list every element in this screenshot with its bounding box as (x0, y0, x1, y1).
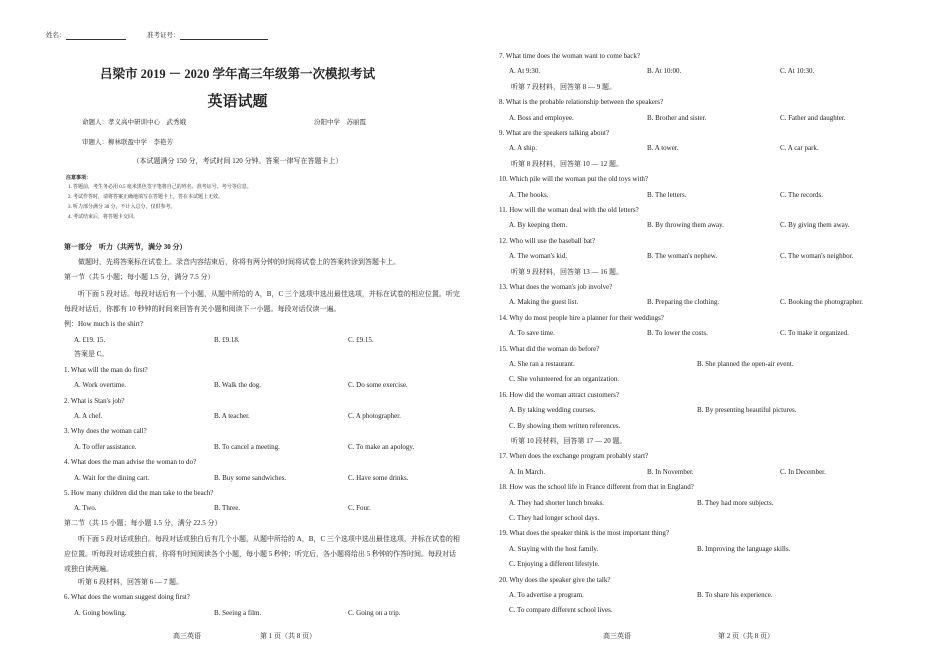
q12-option-c: C. The woman's neighbor. (780, 252, 854, 261)
q11-option-c: C. By giving them away. (780, 221, 850, 230)
q8-option-b: B. Brother and sister. (647, 113, 707, 122)
question-17: 17. When does the exchange program probably start? (499, 452, 649, 461)
q15-option-b: B. She planned the open-air event. (697, 360, 794, 368)
exam-subject: 英语试题 (207, 94, 268, 110)
id-field (147, 31, 268, 40)
q2-option-a: A. A chef. (74, 412, 103, 420)
q18-option-c: C. They had longer school days. (509, 514, 600, 522)
q7-option-a: A. At 9:30. (509, 67, 541, 76)
q3-option-a: A. To offer assistance. (74, 443, 137, 451)
q12-option-b: B. The woman's nephew. (647, 252, 718, 261)
q14-option-c: C. To make it organized. (780, 329, 849, 338)
q20-option-a: A. To advertise a program. (509, 591, 584, 599)
q13-option-c: C. Booking the photographer. (780, 298, 864, 307)
material-note-12: 听第 9 段材料，回答第 13 — 16 题。 (511, 267, 623, 276)
q10-option-a: A. The books. (509, 190, 549, 199)
q6-option-c: C. Going on a trip. (348, 609, 401, 617)
q13-option-b: B. Preparing the clothing. (647, 298, 720, 307)
q10-option-c: C. The records. (780, 190, 824, 199)
question-6: 6. What does the woman suggest doing first? (64, 593, 190, 601)
part1-intro: 做题时，先将答案标在试卷上。录音内容结束后，你将有两分钟的时间将试卷上的答案转涂到答题卡上。 (78, 258, 400, 266)
q9-option-a: A. A ship. (509, 144, 538, 153)
q3-option-b: B. To cancel a meeting. (214, 443, 280, 451)
footer-page-right: 第 2 页（共 8 页） (718, 632, 774, 640)
q2-option-b: B. A teacher. (214, 412, 250, 420)
q4-option-a: A. Wait for the dining cart. (74, 474, 150, 482)
question-3: 3. Why does the woman call? (64, 427, 147, 435)
q10-option-b: B. The letters. (647, 190, 687, 199)
question-13: 13. What does the woman's job involve? (499, 283, 613, 291)
author-1: 命题人：孝义高中研训中心 武秀娥 (82, 119, 186, 126)
instruction-1: 1. 答题前，考生务必用 0.5 毫米黑色签字笔将自己的姓名、准考证号、考号等信息。 (68, 185, 252, 190)
instruction-4: 4. 考试结束后，将答题卡交回。 (68, 215, 139, 220)
q1-option-b: B. Walk the dog. (214, 381, 261, 389)
q18-option-b: B. They had more subjects. (697, 498, 774, 507)
question-18: 18. How was the school life in France different from that in England? (499, 483, 694, 492)
q9-option-c: C. A car park. (780, 144, 819, 153)
q7-option-b: B. At 10:00. (647, 67, 682, 76)
q7-option-c: C. At 10:30. (780, 67, 815, 76)
question-12: 12. Who will use the baseball bat? (499, 236, 596, 245)
q1-option-c: C. Do some exercise. (348, 381, 408, 389)
author-2: 汾阳中学 苏丽霞 (314, 119, 366, 126)
q14-option-a: A. To save time. (509, 329, 555, 338)
instructions-title: 注意事项： (66, 176, 92, 181)
material-6: 听第 6 段材料，回答第 6 — 7 题。 (78, 578, 183, 586)
question-15: 15. What did the woman do before? (499, 344, 600, 353)
question-19: 19. What does the speaker think is the most important thing? (499, 529, 669, 538)
q16-option-c: C. By showing them written references. (509, 421, 621, 430)
q17-option-b: B. In November. (647, 467, 694, 476)
example-question: 例：How much is the shirt? (64, 320, 143, 328)
name-underline (66, 32, 126, 40)
q1-option-a: A. Work overtime. (74, 381, 127, 389)
question-11: 11. How will the woman deal with the old letters? (499, 206, 639, 214)
q19-option-a: A. Staying with the host family. (509, 544, 599, 553)
question-14: 14. Why do most people hire a planner for their weddings? (499, 313, 664, 322)
example-option-b: B. £9.18. (214, 336, 240, 344)
example-option-c: C. £9.15. (348, 336, 374, 344)
question-2: 2. What is Stan's job? (64, 397, 125, 405)
instruction-2: 2. 考试作答时，请将答案正确地填写在答题卡上，答在本试题上无效。 (68, 195, 224, 200)
question-16: 16. How did the woman attract customers? (499, 390, 619, 399)
q4-option-b: B. Buy some sandwiches. (214, 474, 287, 482)
footer-subject-left: 高三英语 (173, 632, 201, 640)
part1-heading: 第一部分 听力（共两节，满分 30 分） (64, 243, 187, 251)
material-note-7: 听第 7 段材料，回答第 8 — 9 题。 (511, 82, 616, 91)
q6-option-b: B. Seeing a film. (214, 609, 262, 617)
q5-option-b: B. Three. (214, 504, 241, 512)
q16-option-b: B. By presenting beautiful pictures. (697, 406, 797, 415)
q6-option-a: A. Going bowling. (74, 609, 127, 617)
name-label: 姓名： (46, 32, 66, 39)
exam-note: （本试题满分 150 分，考试时间 120 分钟。答案一律写在答题卡上） (132, 157, 343, 165)
q15-option-c: C. She volunteered for an organization. (509, 375, 620, 384)
q20-option-c: C. To compare different school lives. (509, 606, 613, 615)
name-field (46, 31, 126, 40)
question-1: 1. What will the man do first? (64, 366, 148, 374)
q16-option-a: A. By taking wedding courses. (509, 406, 596, 415)
section2-intro: 听下面 5 段对话或独白。每段对话或独白后有几个小题，从题中所给的 A，B，C 三个选项中选出最佳选项，并标在试卷的相应位置。听每段对话或独白前，你将有时间阅读各个小题，每小题 5 秒钟；听完后，各小题将给出 5 秒钟的作答时间。每段对话或独白读两遍。 (64, 535, 460, 573)
q18-option-a: A. They had shorter lunch breaks. (509, 498, 604, 507)
q12-option-a: A. The woman's kid. (509, 252, 568, 261)
footer-page-left: 第 1 页（共 8 页） (260, 632, 316, 640)
question-20: 20. Why does the speaker give the talk? (499, 575, 611, 584)
q2-option-c: C. A photographer. (348, 412, 401, 420)
q4-option-c: C. Have some drinks. (348, 474, 409, 482)
q17-option-c: C. In December. (780, 467, 826, 476)
material-note-9: 听第 8 段材料，回答第 10 — 12 题。 (511, 159, 623, 168)
q20-option-b: B. To share his experience. (697, 591, 773, 599)
q8-option-a: A. Boss and employee. (509, 113, 574, 122)
material-note-16: 听第 10 段材料，回答第 17 — 20 题。 (511, 437, 627, 445)
section2-heading: 第二节（共 15 小题；每小题 1.5 分，满分 22.5 分） (64, 519, 222, 527)
q8-option-c: C. Father and daughter. (780, 113, 846, 122)
id-underline (180, 32, 268, 40)
q19-option-b: B. Improving the language skills. (697, 544, 791, 553)
q11-option-b: B. By throwing them away. (647, 221, 724, 230)
reviewer: 审题人：柳林联盈中学 李艳芳 (82, 139, 173, 146)
section1-intro: 听下面 5 段对话。每段对话后有一个小题，从题中所给的 A，B，C 三个选项中选出最佳选项，并标在试卷的相应位置。听完每段对话后，你都有 10 秒钟的时间来回答有关小题和阅读下一小题。每段对话仅读一遍。 (64, 290, 460, 313)
q5-option-a: A. Two. (74, 504, 97, 512)
question-10: 10. Which pile will the woman put the old toys with? (499, 175, 648, 184)
section1-heading: 第一节（共 5 小题；每小题 1.5 分，满分 7.5 分） (64, 273, 215, 281)
question-7: 7. What time does the woman want to come back? (499, 52, 640, 60)
question-9: 9. What are the speakers talking about? (499, 129, 610, 137)
q15-option-a: A. She ran a restaurant. (509, 360, 575, 368)
q3-option-c: C. To make an apology. (348, 443, 415, 451)
q9-option-b: B. A tower. (647, 144, 679, 153)
example-option-a: A. £19. 15. (74, 336, 106, 344)
instruction-3: 3. 听力部分满分 30 分，不计入总分，仅供参考。 (68, 205, 176, 210)
question-4: 4. What does the man advise the woman to do? (64, 458, 197, 466)
q5-option-c: C. Four. (348, 504, 371, 512)
q17-option-a: A. In March. (509, 467, 546, 476)
question-8: 8. What is the probable relationship between the speakers? (499, 98, 664, 107)
footer-subject-right: 高三英语 (603, 632, 631, 640)
q13-option-a: A. Making the guest list. (509, 298, 579, 307)
id-label: 准考证号： (147, 32, 180, 39)
question-5: 5. How many children did the man take to the beach? (64, 489, 214, 497)
example-answer: 答案是 C。 (74, 350, 109, 358)
q14-option-b: B. To lower the costs. (647, 329, 708, 338)
q11-option-a: A. By keeping them. (509, 221, 568, 230)
exam-title: 吕梁市 2019 － 2020 学年高三年级第一次模拟考试 (99, 67, 375, 81)
q19-option-c: C. Enjoying a different lifestyle. (509, 560, 600, 569)
page-2 (475, 0, 950, 672)
